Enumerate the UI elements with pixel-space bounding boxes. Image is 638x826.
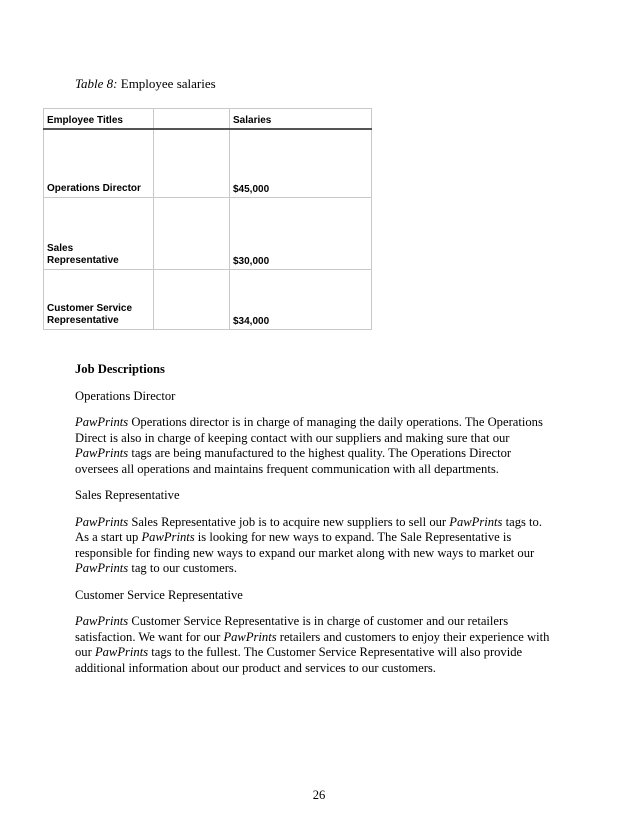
row-salary: $34,000 bbox=[230, 270, 372, 330]
header-employee-titles: Employee Titles bbox=[44, 109, 154, 130]
table-caption-label: Table 8: bbox=[75, 76, 118, 91]
csr-description: PawPrints Customer Service Representative is in charge of customer and our retailers satisfaction. We want for our PawPrints retailers and customers to enjoy their experience with our PawPrints tags to the fullest. The Customer Service Representative will also provide additional information about our product and services to our customers. bbox=[75, 614, 550, 675]
table-row bbox=[44, 270, 372, 330]
ops-description: PawPrints Operations director is in charge of managing the daily operations. The Operations Direct is also in charge of keeping contact with our suppliers and making sure that our PawPrints tags are being manufactured to the highest quality. The Operations Director oversees all operations and maintains frequent communication with all departments. bbox=[75, 415, 543, 476]
section-heading: Job Descriptions bbox=[75, 362, 165, 376]
table-caption bbox=[75, 76, 216, 92]
row-salary: $30,000 bbox=[230, 198, 372, 270]
sales-description: PawPrints Sales Representative job is to acquire new suppliers to sell our PawPrints tags to. As a start up PawPrints is looking for new ways to expand. The Sale Representative is responsible for finding new ways to expand our market along with new ways to market our PawPrints tag to our customers. bbox=[75, 514, 542, 575]
ops-title: Operations Director bbox=[75, 388, 176, 403]
row-title: Operations Director bbox=[44, 129, 154, 198]
sales-title: Sales Representative bbox=[75, 488, 180, 502]
salary-table bbox=[43, 108, 372, 330]
row-blank bbox=[154, 198, 230, 270]
row-title: Customer Service Representative bbox=[44, 270, 154, 330]
row-salary: $45,000 bbox=[230, 129, 372, 198]
row-title: Sales Representative bbox=[44, 198, 154, 270]
csr-title: Customer Service Representative bbox=[75, 587, 243, 602]
table-row bbox=[44, 198, 372, 270]
table-caption-text: Employee salaries bbox=[120, 76, 216, 91]
row-blank bbox=[154, 270, 230, 330]
job-descriptions-section bbox=[75, 362, 555, 687]
table-header-row bbox=[44, 109, 372, 130]
header-salaries: Salaries bbox=[230, 109, 372, 130]
row-blank bbox=[154, 129, 230, 198]
header-blank bbox=[154, 109, 230, 130]
table-row bbox=[44, 129, 372, 198]
page-number: 26 bbox=[312, 788, 326, 802]
